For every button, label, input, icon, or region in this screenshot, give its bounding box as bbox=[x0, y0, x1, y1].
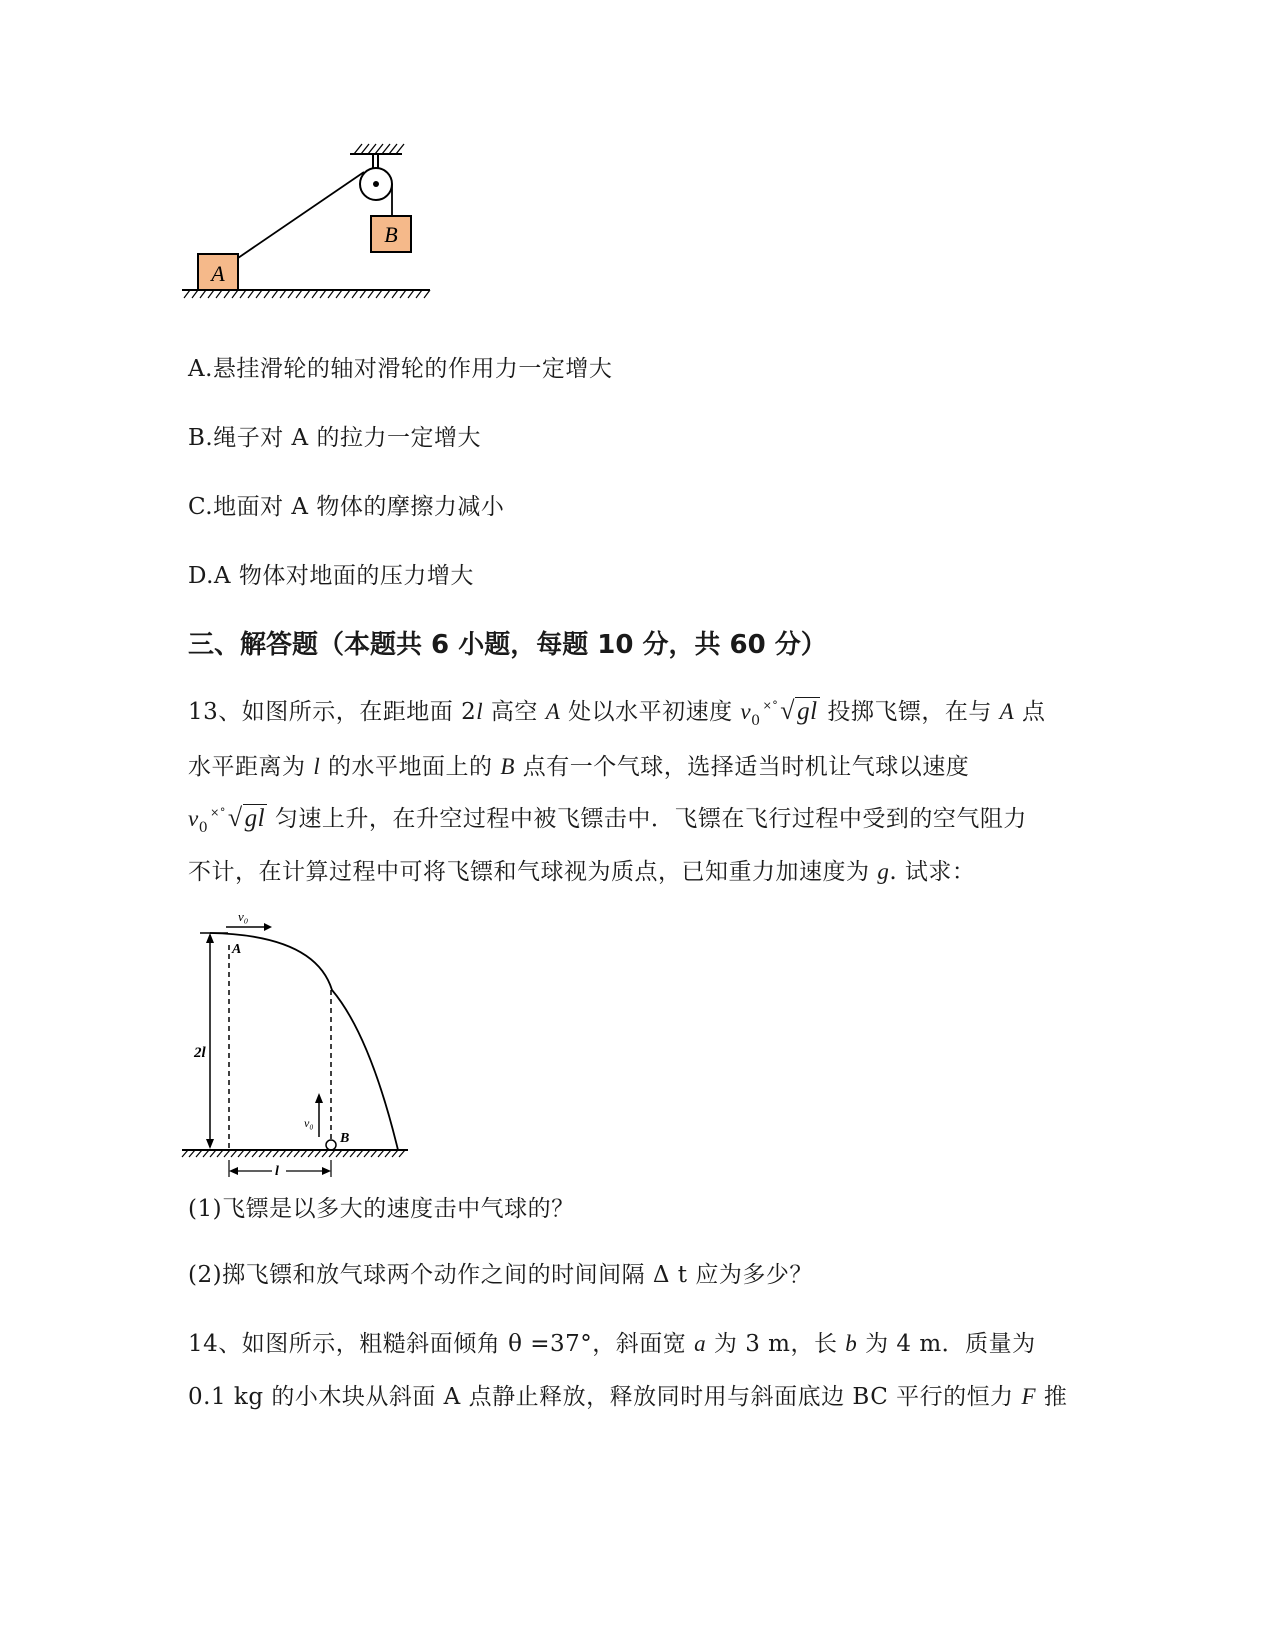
option-c: C.地面对 A 物体的摩擦力减小 bbox=[188, 494, 505, 520]
q13-line-3: $v_0^{\times^\circ}√gl$ 匀速上升，在升空过程中被飞镖击中．飞镖在飞行过程中受到的空气阻力 bbox=[188, 803, 1027, 836]
option-d: D.A 物体对地面的压力增大 bbox=[188, 563, 474, 589]
label-v0-top: v₀ bbox=[238, 909, 249, 924]
q13-line-4: 不计，在计算过程中可将飞镖和气球视为质点，已知重力加速度为 g. 试求： bbox=[188, 859, 976, 885]
label-a-point: A bbox=[232, 942, 242, 957]
pulley-diagram bbox=[180, 140, 450, 310]
q13-part-1: (1)飞镖是以多大的速度击中气球的？ bbox=[188, 1196, 575, 1222]
label-height: 2l bbox=[194, 1045, 206, 1061]
balloon bbox=[326, 1140, 336, 1150]
q13-line-2: 水平距离为 l 的水平地面上的 B 点有一个气球，选择适当时机让气球以速度 bbox=[188, 754, 970, 780]
section-title: 三、解答题（本题共 6 小题，每题 10 分，共 60 分） bbox=[188, 630, 827, 660]
label-b: B bbox=[384, 222, 398, 247]
q14-line-2: 0.1 kg 的小木块从斜面 A 点静止释放，释放同时用与斜面底边 BC 平行的恒力 F 推 bbox=[188, 1384, 1068, 1410]
option-a: A.悬挂滑轮的轴对滑轮的作用力一定增大 bbox=[188, 356, 613, 382]
label-v0-side: v₀ bbox=[304, 1116, 314, 1130]
option-b: B.绳子对 A 的拉力一定增大 bbox=[188, 425, 481, 451]
q13-line-1: 13、如图所示，在距地面 2l 高空 A 处以水平初速度 $v_0^{\times^\circ}√gl$ 投掷飞镖，在与 A 点 bbox=[188, 696, 1046, 729]
projectile-diagram bbox=[180, 905, 430, 1210]
label-b-point: B bbox=[340, 1131, 350, 1146]
label-distance: l bbox=[275, 1164, 279, 1179]
q13-part-2: (2)掷飞镖和放气球两个动作之间的时间间隔 Δ t 应为多少？ bbox=[188, 1262, 813, 1288]
label-a: A bbox=[211, 261, 225, 286]
q14-line-1: 14、如图所示，粗糙斜面倾角 θ =37°，斜面宽 a 为 3 m，长 b 为 4 m．质量为 bbox=[188, 1331, 1036, 1357]
